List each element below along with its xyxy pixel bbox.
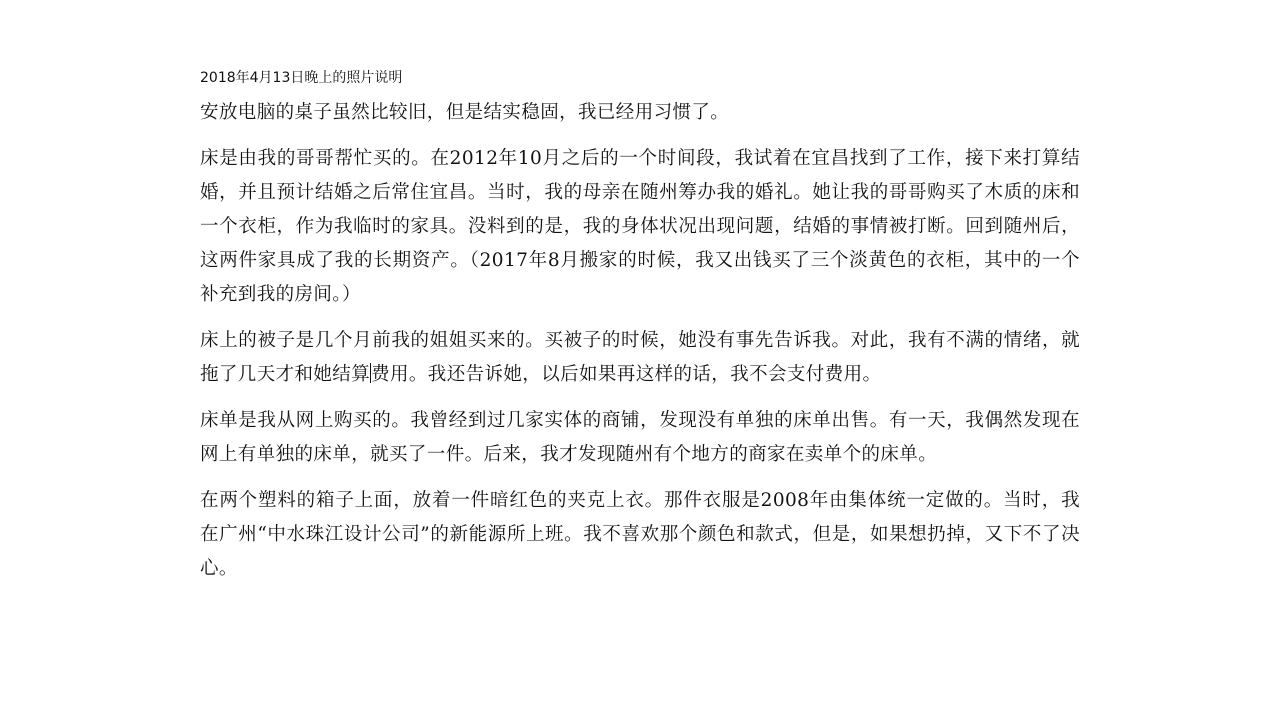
paragraph-desk: 安放电脑的桌子虽然比较旧，但是结实稳固，我已经用习惯了。 — [200, 102, 730, 123]
paragraph-bed: 床是由我的哥哥帮忙买的。在2012年10月之后的一个时间段，我试着在宜昌找到了工作，接下来打算结婚，并且预计结婚之后常住宜昌。当时，我的母亲在随州筹办我的婚礼。她让我的哥哥购买了木质的床和一个衣柜，作为我临时的家具。没料到的是，我的身体状况出现问题，结婚的事情被打断。回到随州后，这两件家具成了我的长期资产。（2017年8月搬家的时候，我又出钱买了三个淡黄色的衣柜，其中的一个补充到我的房间。） — [200, 148, 1080, 305]
document-title: 2018年4月13日晚上的照片说明 — [200, 70, 403, 86]
paragraph-sheet: 床单是我从网上购买的。我曾经到过几家实体的商铺，发现没有单独的床单出售。有一天，我偶然发现在网上有单独的床单，就买了一件。后来，我才发现随州有个地方的商家在卖单个的床单。 — [200, 410, 1080, 465]
document-body — [200, 64, 1080, 598]
paragraph-quilt-text-before: 床上的被子是几个月前我的姐姐买来的。买被子的时候，她没有事先告诉我。对此，我有不满的情绪，就拖了几天才和她结算 — [200, 330, 1080, 385]
paragraph-quilt-text-after: 费用。我还告诉她，以后如果再这样的话，我不会支付费用。 — [371, 364, 882, 385]
paragraph-jacket: 在两个塑料的箱子上面，放着一件暗红色的夹克上衣。那件衣服是2008年由集体统一定做的。当时，我在广州“中水珠江设计公司”的新能源所上班。我不喜欢那个颜色和款式，但是，如果想扔掉，又下不了决心。 — [200, 490, 1080, 579]
paragraph-quilt — [200, 324, 1080, 392]
